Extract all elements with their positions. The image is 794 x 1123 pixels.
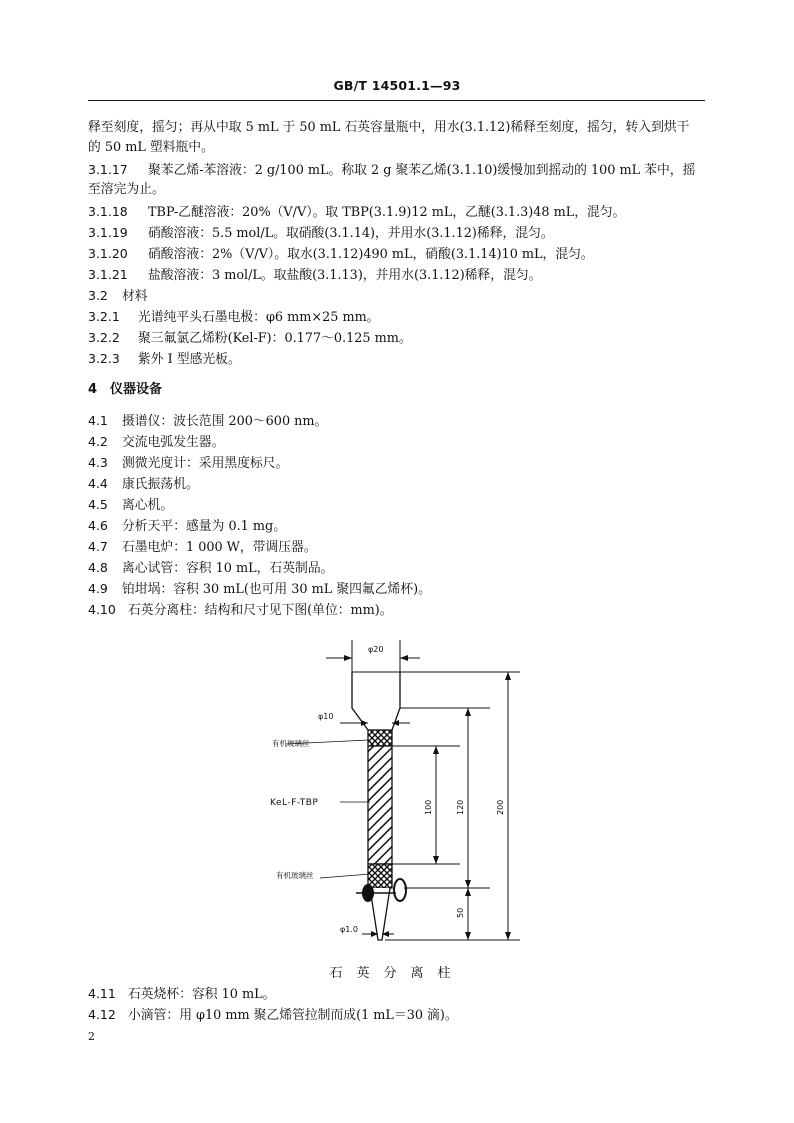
clause-number: 3.2.1 (88, 309, 120, 324)
clause-number: 3.1.19 (88, 225, 128, 240)
section-title: 仪器设备 (110, 382, 163, 397)
clause-number: 4.2 (88, 434, 108, 449)
stopcock-right (394, 879, 406, 901)
section-number: 4 (88, 382, 98, 397)
kelf-tbp-packing (368, 746, 392, 864)
dim-200: 200 (496, 799, 505, 815)
clause-text: 离心试管：容积 10 mL，石英制品。 (122, 561, 334, 576)
figure-caption: 石英分离柱 (329, 966, 465, 981)
text-line: 至溶完为止。 (88, 182, 165, 197)
section-title: 材料 (122, 289, 148, 304)
dim-50: 50 (456, 907, 465, 918)
clause-number: 3.1.17 (88, 162, 128, 177)
clause-text: 硝酸溶液：5.5 mol/L。取硝酸(3.1.14)，并用水(3.1.12)稀释，混匀。 (148, 226, 554, 241)
text-line: 释至刻度，摇匀；再从中取 5 mL 于 50 mL 石英容量瓶中，用水(3.1.12)稀释至刻度，摇匀，转入到烘干 (88, 120, 690, 135)
clause-number: 4.3 (88, 455, 108, 470)
clause-text: 小滴管：用 φ10 mm 聚乙烯管拉制而成(1 mL＝30 滴)。 (128, 1008, 458, 1023)
dim-120: 120 (456, 799, 465, 815)
clause-number: 3.2.2 (88, 330, 120, 345)
clause-text: 聚苯乙烯-苯溶液：2 g/100 mL。称取 2 g 聚苯乙烯(3.1.10)缓慢加到摇动的 100 mL 苯中，摇 (148, 163, 696, 178)
clause-number: 4.5 (88, 497, 108, 512)
clause-number: 4.11 (88, 986, 116, 1001)
dim-phi1 (340, 925, 394, 937)
clause-text: 石英分离柱：结构和尺寸见下图(单位：mm)。 (128, 603, 393, 618)
page-header: GB/T 14501.1—93 (333, 78, 461, 93)
clause-text: 紫外 I 型感光板。 (138, 352, 241, 367)
section-number: 3.2 (88, 288, 108, 303)
clause-text: 离心机。 (122, 498, 174, 513)
clause-number: 3.2.3 (88, 351, 120, 366)
clause-text: 聚三氟氯乙烯粉(Kel-F)：0.177～0.125 mm。 (138, 331, 412, 346)
clause-number: 4.10 (88, 602, 116, 617)
clause-number: 4.4 (88, 476, 108, 491)
clause-text: 摄谱仪：波长范围 200～600 nm。 (122, 414, 328, 429)
text-line: 的 50 mL 塑料瓶中。 (88, 140, 214, 155)
clause-number: 4.7 (88, 539, 108, 554)
clause-text: 康氏振荡机。 (122, 477, 199, 492)
clause-number: 4.9 (88, 581, 108, 596)
label-glass-wool-top: 有机玻璃丝 (272, 739, 310, 748)
clause-number: 4.1 (88, 413, 108, 428)
clause-text: 盐酸溶液：3 mol/L。取盐酸(3.1.13)，并用水(3.1.12)稀释，混匀。 (148, 268, 542, 283)
label-glass-wool-bottom: 有机玻璃丝 (276, 871, 314, 880)
clause-text: 交流电弧发生器。 (122, 435, 225, 450)
clause-text: TBP-乙醚溶液：20%（V/V）。取 TBP(3.1.9)12 mL，乙醚(3.1.3)48 mL，混匀。 (148, 205, 626, 220)
clause-text: 分析天平：感量为 0.1 mg。 (122, 519, 286, 534)
label-phi1: φ1.0 (340, 925, 358, 934)
label-phi20: φ20 (368, 645, 384, 654)
clause-number: 4.8 (88, 560, 108, 575)
label-phi10: φ10 (318, 712, 334, 721)
clause-text: 铂坩埚：容积 30 mL(也可用 30 mL 聚四氟乙烯杯)。 (122, 582, 431, 597)
label-kelf-tbp: KeL-F-TBP (270, 798, 319, 808)
clause-number: 4.6 (88, 518, 108, 533)
page-number: 2 (88, 1030, 95, 1043)
clause-number: 4.12 (88, 1007, 116, 1022)
glass-wool-bottom (368, 864, 392, 888)
dim-phi20 (326, 640, 420, 672)
glass-wool-top (368, 730, 392, 746)
clause-text: 测微光度计：采用黑度标尺。 (122, 456, 289, 471)
clause-4-11 (88, 985, 708, 1004)
clause-text: 光谱纯平头石墨电极：φ6 mm×25 mm。 (138, 310, 380, 325)
clause-text: 硝酸溶液：2%（V/V）。取水(3.1.12)490 mL，硝酸(3.1.14)10 mL，混匀。 (148, 247, 594, 262)
clause-text: 石墨电炉：1 000 W，带调压器。 (122, 540, 317, 555)
clause-text: 石英烧杯：容积 10 mL。 (128, 987, 276, 1002)
clause-number: 3.1.21 (88, 267, 128, 282)
dim-100: 100 (424, 799, 433, 815)
clause-number: 3.1.20 (88, 246, 128, 261)
label-group (270, 738, 370, 880)
clause-4-12 (88, 1006, 708, 1025)
clause-number: 3.1.18 (88, 204, 128, 219)
